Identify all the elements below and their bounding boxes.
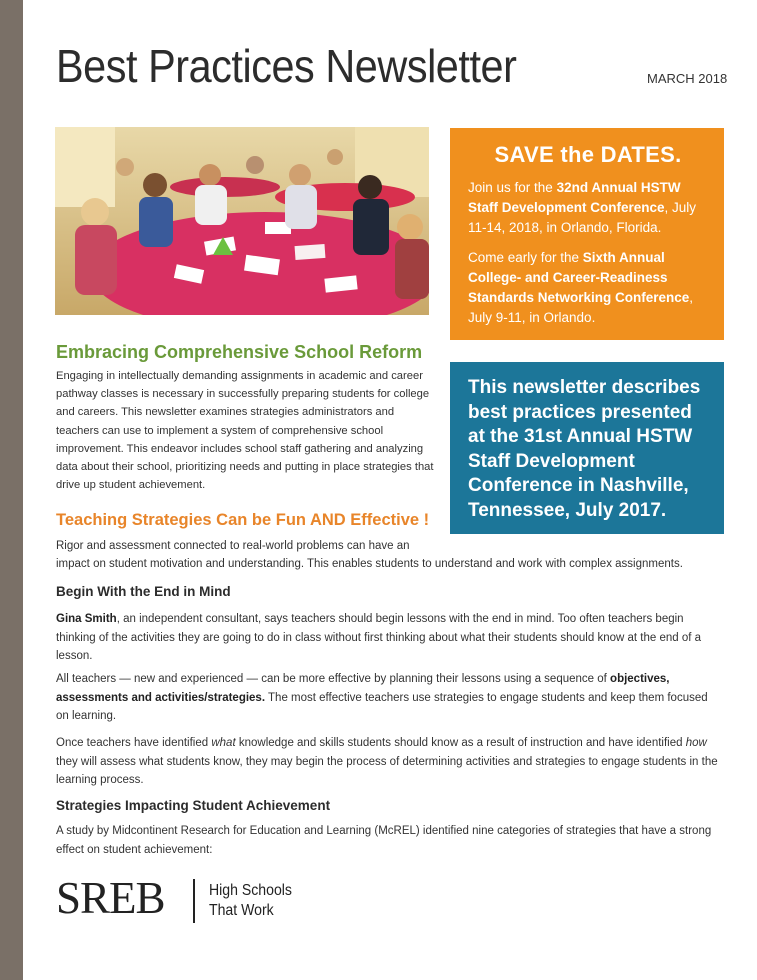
lesson-planning-paragraph: All teachers — new and experienced — can be more effective by planning their lessons using a sequence of objectives, assessments and activities/strategies. The most effective teachers use strategies to engage students and keep them focused on learning. <box>56 673 708 722</box>
save-the-dates-box <box>450 128 724 340</box>
section-heading-teaching-strategies: Teaching Strategies Can be Fun AND Effective ! <box>56 511 430 529</box>
school-reform-paragraph: Engaging in intellectually demanding assignments in academic and career pathway classes is necessary in successfully preparing students for college and careers. This newsletter examines strategies administrators and teachers can use to implement a system of comprehensive school improvement. This endeavor includes school staff gathering and analyzing data about their school, prioritizing needs and putting in place strategies that drive up student achievement. <box>56 370 434 492</box>
gina-smith-paragraph: Gina Smith, an independent consultant, says teachers should begin lessons with the end in mind. Too often teachers begin thinking of the activities they are going to do in class without first thinking about what their students should know at the end of a lesson. <box>56 613 702 662</box>
assessment-paragraph: Once teachers have identified what knowledge and skills students should know as a result of instruction and have identified how they will assess what students know, they may begin the process of determining activities and strategies to engage students in the learning process. <box>56 737 718 786</box>
logo-tagline <box>209 881 315 921</box>
conference-announcement: Join us for the 32nd Annual HSTW Staff Development Conference, July 11-14, 2018, in Orlando, Florida. <box>468 180 697 235</box>
sreb-logo <box>56 873 306 925</box>
issue-date: MARCH 2018 <box>647 71 728 86</box>
teaching-strategies-line-1: Rigor and assessment connected to real-world problems can have an <box>56 540 410 552</box>
section-heading-school-reform: Embracing Comprehensive School Reform <box>56 342 423 362</box>
tagline-line-2: That Work <box>209 902 274 919</box>
newsletter-description-box: This newsletter describes best practices presented at the 31st Annual HSTW Staff Development Conference in Nashville, Tennessee, July 2017. <box>450 362 724 534</box>
mcrel-study-paragraph: A study by Midcontinent Research for Education and Learning (McREL) identified nine categories of strategies that have a strong effect on student achievement: <box>56 825 712 856</box>
newsletter-title: Best Practices Newsletter <box>56 40 517 92</box>
tagline-line-1: High Schools <box>209 882 292 899</box>
left-sidebar-strip <box>0 0 23 980</box>
save-the-dates-heading: SAVE the DATES. <box>494 142 682 167</box>
logo-divider <box>193 879 195 923</box>
section-heading-strategies-impacting: Strategies Impacting Student Achievement <box>56 798 331 813</box>
sreb-wordmark: SREB <box>56 873 165 923</box>
conference-photo <box>55 127 429 315</box>
section-heading-begin-with-end: Begin With the End in Mind <box>56 584 231 599</box>
teaching-strategies-line-2: impact on student motivation and understanding. This enables students to understand and work with complex assignments. <box>56 558 683 570</box>
networking-conference-announcement: Come early for the Sixth Annual College- and Career-Readiness Standards Networking Conference, July 9-11, in Orlando. <box>468 250 694 325</box>
